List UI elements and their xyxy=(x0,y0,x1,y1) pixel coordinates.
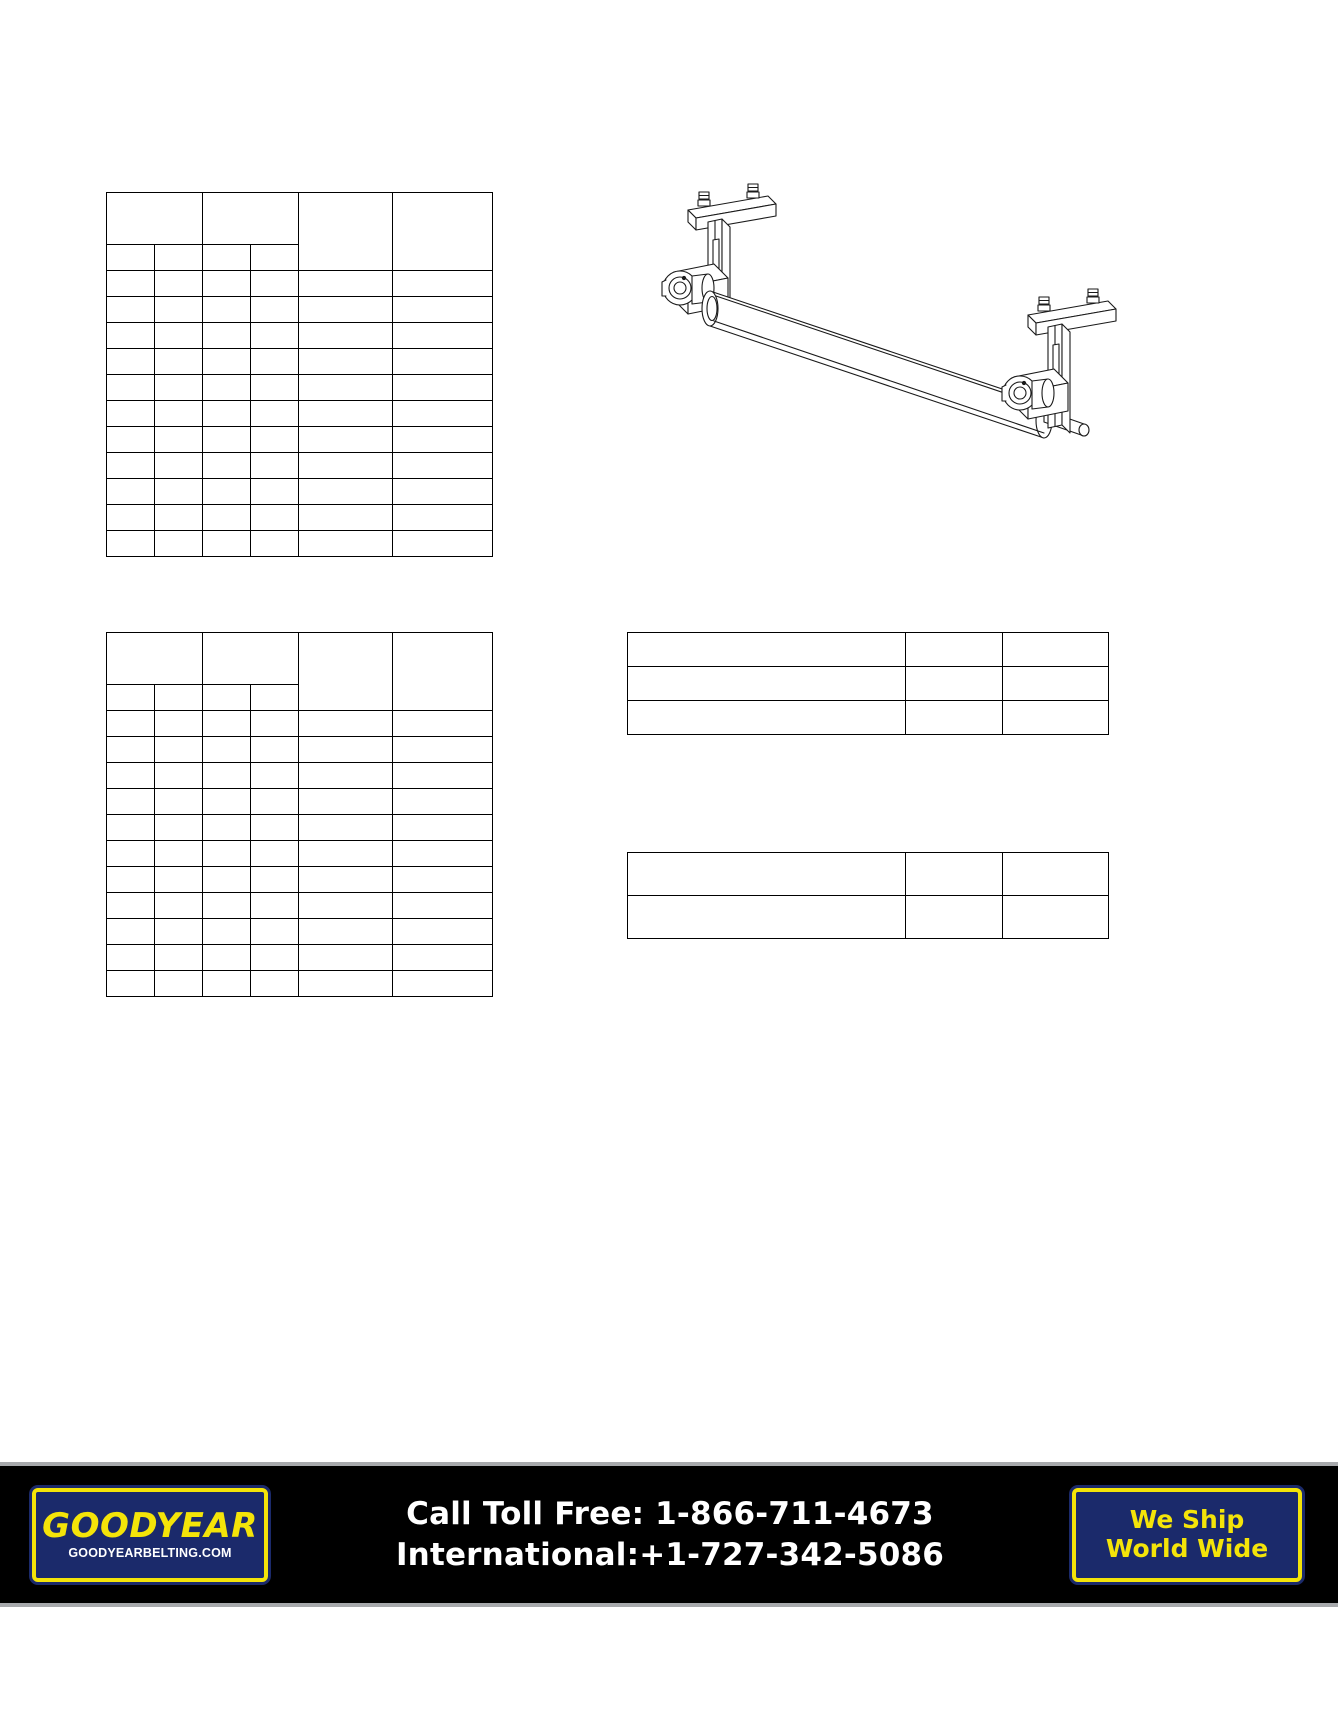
footer-inner xyxy=(6,1472,1332,1597)
table-cell xyxy=(299,531,393,557)
table-cell xyxy=(393,271,493,297)
table-cell xyxy=(299,789,393,815)
table-cell xyxy=(1003,667,1109,701)
table-cell xyxy=(299,763,393,789)
table-cell xyxy=(203,271,251,297)
table-cell xyxy=(393,893,493,919)
table-cell xyxy=(155,867,203,893)
table-row xyxy=(628,853,1109,896)
table-cell xyxy=(107,633,203,685)
table-cell xyxy=(251,893,299,919)
table-cell xyxy=(393,763,493,789)
table-cell xyxy=(203,323,251,349)
table-cell xyxy=(203,505,251,531)
table-cell xyxy=(203,479,251,505)
table-cell xyxy=(251,763,299,789)
table-cell xyxy=(155,971,203,997)
table-cell xyxy=(203,375,251,401)
table-cell xyxy=(393,375,493,401)
table-cell xyxy=(251,427,299,453)
table-cell xyxy=(299,815,393,841)
table-row xyxy=(107,945,493,971)
table-cell xyxy=(203,971,251,997)
ship-badge-line1: We Ship xyxy=(1129,1504,1245,1534)
table-cell xyxy=(203,633,299,685)
table-cell xyxy=(299,271,393,297)
table-cell xyxy=(203,685,251,711)
table-cell xyxy=(251,245,299,271)
table-cell xyxy=(107,711,155,737)
table-row xyxy=(107,349,493,375)
table-cell xyxy=(107,867,155,893)
table-cell xyxy=(155,789,203,815)
table-row xyxy=(628,701,1109,735)
table-cell xyxy=(107,427,155,453)
table-cell xyxy=(393,841,493,867)
table-cell xyxy=(251,815,299,841)
table-cell xyxy=(393,505,493,531)
table-cell xyxy=(203,711,251,737)
table-row xyxy=(107,867,493,893)
table-cell xyxy=(155,737,203,763)
table-cell xyxy=(203,245,251,271)
table-cell xyxy=(393,297,493,323)
table-cell xyxy=(203,531,251,557)
table-cell xyxy=(107,349,155,375)
table-cell xyxy=(107,401,155,427)
table-cell xyxy=(906,896,1003,939)
table-cell xyxy=(155,427,203,453)
table-row xyxy=(107,401,493,427)
table-row xyxy=(107,375,493,401)
table-cell xyxy=(107,841,155,867)
table-cell xyxy=(155,763,203,789)
table-cell xyxy=(107,531,155,557)
footer-banner xyxy=(0,1462,1338,1607)
table-cell xyxy=(299,841,393,867)
spec-table-right-lower xyxy=(627,852,1109,939)
table-cell xyxy=(107,815,155,841)
logo-website-text: GOODYEARBELTING.COM xyxy=(68,1546,232,1560)
table-cell xyxy=(107,297,155,323)
table-cell xyxy=(107,737,155,763)
table-cell xyxy=(251,349,299,375)
table-cell xyxy=(393,789,493,815)
table-row xyxy=(107,323,493,349)
table-cell xyxy=(393,531,493,557)
table-cell xyxy=(299,505,393,531)
table-row xyxy=(107,193,493,245)
international-phone-line: International:+1-727-342-5086 xyxy=(395,1536,945,1573)
table-cell xyxy=(203,737,251,763)
table-cell xyxy=(107,245,155,271)
table-cell xyxy=(251,685,299,711)
table-cell xyxy=(299,737,393,763)
table-cell xyxy=(299,971,393,997)
table-cell xyxy=(203,815,251,841)
table-cell xyxy=(393,453,493,479)
table-cell xyxy=(299,479,393,505)
table-row xyxy=(107,427,493,453)
table-cell xyxy=(906,853,1003,896)
table-cell xyxy=(393,349,493,375)
table-cell xyxy=(251,711,299,737)
table-cell xyxy=(155,245,203,271)
table-row xyxy=(628,667,1109,701)
table-cell xyxy=(628,633,906,667)
we-ship-world-wide-badge xyxy=(1072,1488,1302,1582)
table-row xyxy=(107,453,493,479)
table-cell xyxy=(251,945,299,971)
table-row xyxy=(107,271,493,297)
table-cell xyxy=(155,271,203,297)
table-row xyxy=(628,896,1109,939)
table-row xyxy=(107,815,493,841)
table-row xyxy=(107,479,493,505)
table-cell xyxy=(251,453,299,479)
table-cell xyxy=(155,919,203,945)
table-cell xyxy=(203,789,251,815)
table-cell xyxy=(628,701,906,735)
table-cell xyxy=(107,893,155,919)
table-cell xyxy=(155,711,203,737)
table-cell xyxy=(299,633,393,711)
table-cell xyxy=(1003,701,1109,735)
table-cell xyxy=(155,453,203,479)
table-cell xyxy=(203,867,251,893)
table-cell xyxy=(251,789,299,815)
table-cell xyxy=(251,531,299,557)
table-cell xyxy=(299,401,393,427)
table-cell xyxy=(251,323,299,349)
table-cell xyxy=(299,375,393,401)
table-cell xyxy=(203,945,251,971)
table-cell xyxy=(203,297,251,323)
table-row xyxy=(107,919,493,945)
return-roller-assembly-drawing xyxy=(640,170,1180,510)
table-cell xyxy=(299,893,393,919)
table-cell xyxy=(393,737,493,763)
table-cell xyxy=(251,841,299,867)
table-cell xyxy=(203,453,251,479)
table-cell xyxy=(628,896,906,939)
table-cell xyxy=(155,945,203,971)
table-cell xyxy=(393,323,493,349)
goodyear-logo xyxy=(32,1488,268,1582)
table-cell xyxy=(299,297,393,323)
table-row xyxy=(628,633,1109,667)
table-cell xyxy=(628,853,906,896)
table-cell xyxy=(155,815,203,841)
table-cell xyxy=(107,323,155,349)
table-cell xyxy=(155,323,203,349)
table-cell xyxy=(155,841,203,867)
table-row xyxy=(107,841,493,867)
table-cell xyxy=(251,867,299,893)
table-cell xyxy=(299,349,393,375)
table-row xyxy=(107,531,493,557)
table-cell xyxy=(251,297,299,323)
table-cell xyxy=(107,971,155,997)
table-cell xyxy=(155,893,203,919)
table-cell xyxy=(107,271,155,297)
table-cell xyxy=(299,867,393,893)
table-cell xyxy=(906,667,1003,701)
table-row xyxy=(107,297,493,323)
table-cell xyxy=(203,193,299,245)
table-row xyxy=(107,893,493,919)
ship-badge-line2: World Wide xyxy=(1105,1533,1269,1563)
spec-table-top-left xyxy=(106,192,493,557)
table-cell xyxy=(906,701,1003,735)
table-cell xyxy=(393,919,493,945)
table-row xyxy=(107,971,493,997)
table-cell xyxy=(155,375,203,401)
table-cell xyxy=(299,453,393,479)
table-cell xyxy=(251,271,299,297)
table-cell xyxy=(251,919,299,945)
table-cell xyxy=(155,349,203,375)
table-cell xyxy=(107,193,203,245)
table-cell xyxy=(203,893,251,919)
table-cell xyxy=(203,919,251,945)
table-cell xyxy=(299,919,393,945)
table-cell xyxy=(107,375,155,401)
toll-free-phone-line: Call Toll Free: 1-866-711-4673 xyxy=(406,1495,934,1532)
table-cell xyxy=(393,815,493,841)
table-cell xyxy=(299,323,393,349)
table-cell xyxy=(155,505,203,531)
spec-table-mid-left xyxy=(106,632,493,997)
table-cell xyxy=(107,919,155,945)
table-cell xyxy=(155,297,203,323)
table-cell xyxy=(393,971,493,997)
table-cell xyxy=(155,479,203,505)
table-cell xyxy=(203,401,251,427)
table-cell xyxy=(107,453,155,479)
table-cell xyxy=(251,401,299,427)
table-cell xyxy=(299,427,393,453)
table-cell xyxy=(107,789,155,815)
table-cell xyxy=(251,737,299,763)
table-cell xyxy=(393,479,493,505)
table-cell xyxy=(107,945,155,971)
table-cell xyxy=(299,193,393,271)
contact-phone-block xyxy=(268,1494,1072,1576)
table-cell xyxy=(203,763,251,789)
table-cell xyxy=(107,685,155,711)
table-cell xyxy=(203,841,251,867)
table-cell xyxy=(393,711,493,737)
table-row xyxy=(107,737,493,763)
table-cell xyxy=(203,349,251,375)
table-cell xyxy=(251,971,299,997)
table-row xyxy=(107,789,493,815)
table-cell xyxy=(393,633,493,711)
table-cell xyxy=(393,193,493,271)
logo-brand-text: GOODYEAR xyxy=(42,1506,258,1546)
table-cell xyxy=(1003,633,1109,667)
table-cell xyxy=(906,633,1003,667)
table-cell xyxy=(393,427,493,453)
table-cell xyxy=(155,531,203,557)
table-cell xyxy=(1003,896,1109,939)
table-cell xyxy=(203,427,251,453)
table-cell xyxy=(299,711,393,737)
table-cell xyxy=(107,479,155,505)
table-cell xyxy=(1003,853,1109,896)
table-cell xyxy=(107,505,155,531)
table-cell xyxy=(155,401,203,427)
table-row xyxy=(107,711,493,737)
table-cell xyxy=(299,945,393,971)
table-cell xyxy=(393,945,493,971)
table-row xyxy=(107,505,493,531)
table-cell xyxy=(251,375,299,401)
table-cell xyxy=(628,667,906,701)
spec-table-right-upper xyxy=(627,632,1109,735)
table-cell xyxy=(393,401,493,427)
table-cell xyxy=(155,685,203,711)
table-row xyxy=(107,763,493,789)
table-cell xyxy=(251,479,299,505)
table-row xyxy=(107,633,493,685)
table-cell xyxy=(107,763,155,789)
table-cell xyxy=(393,867,493,893)
table-cell xyxy=(251,505,299,531)
